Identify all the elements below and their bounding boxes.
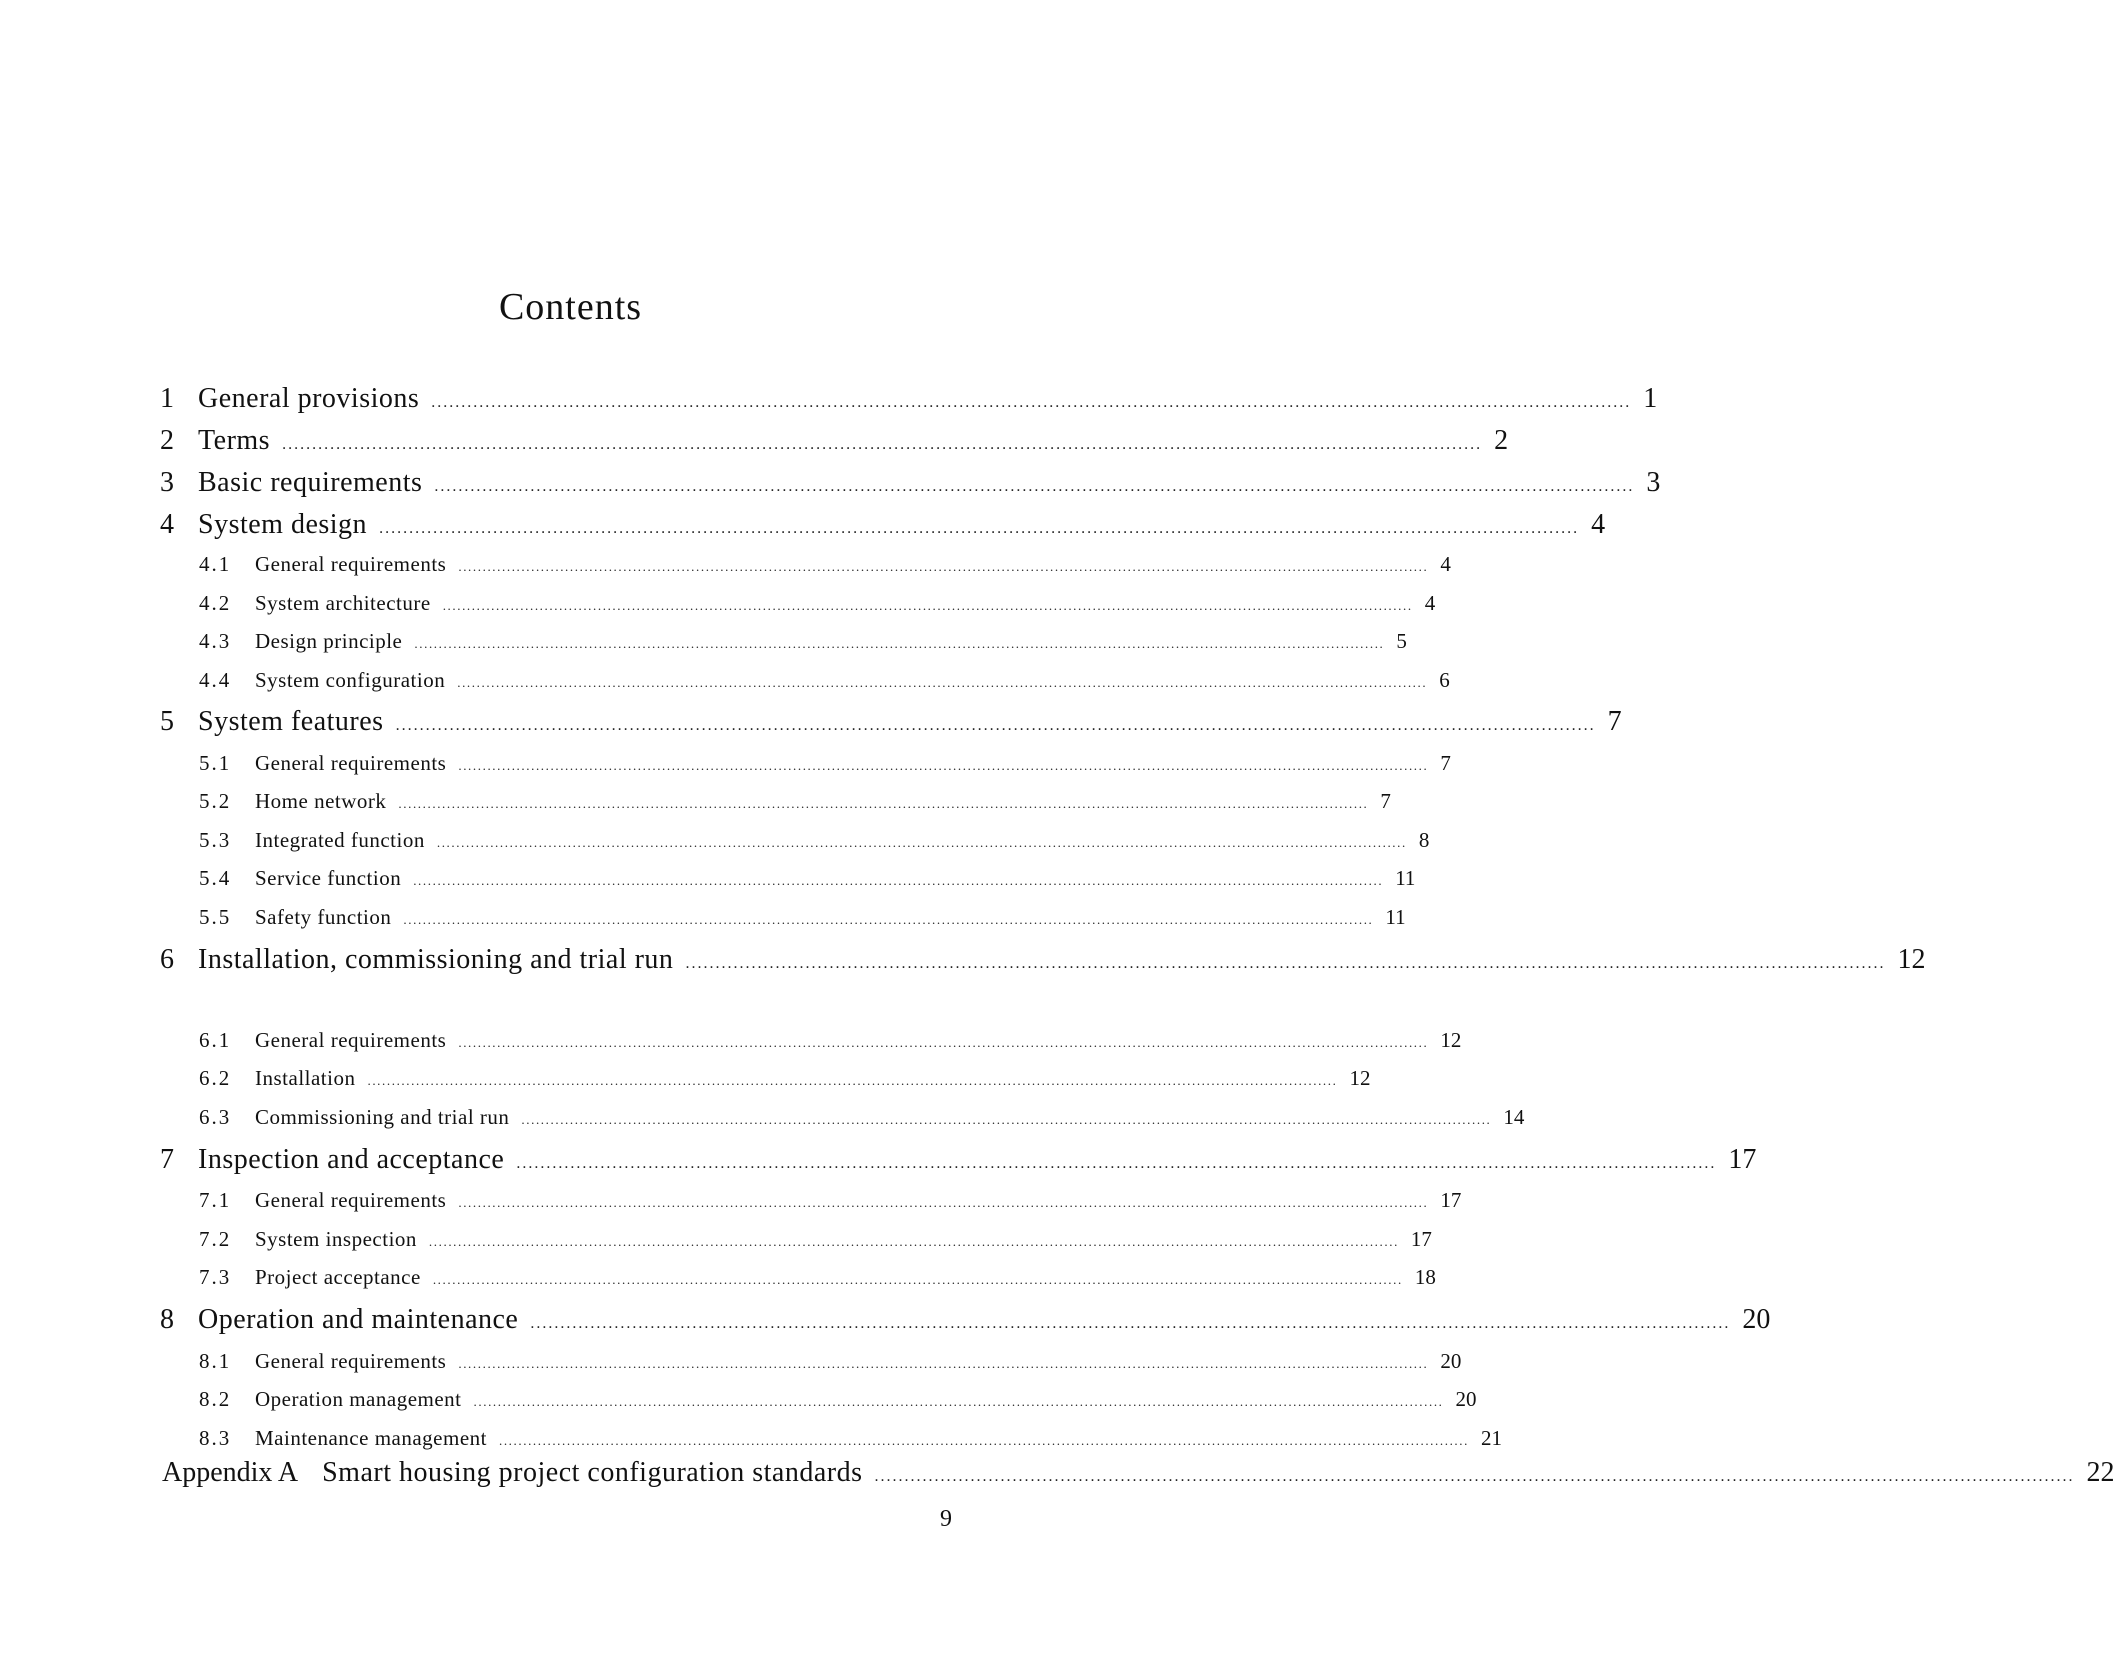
toc-entry-5-5[interactable] xyxy=(199,905,1406,930)
dot-leader: ........................................................................................................................................................................................................ xyxy=(379,520,1580,537)
toc-entry-2[interactable] xyxy=(160,425,1509,457)
toc-entry-4-2[interactable] xyxy=(199,591,1436,616)
toc-entry-6-1[interactable] xyxy=(199,1028,1462,1053)
dot-leader: ........................................................................................................................................................................................................ xyxy=(436,835,1407,850)
toc-entry-label: Maintenance management xyxy=(255,1426,487,1450)
toc-entry-number: 4.1 xyxy=(199,552,232,576)
toc-entry-7-3[interactable] xyxy=(199,1265,1436,1290)
contents-title: Contents xyxy=(498,286,643,328)
toc-entry-label: Terms xyxy=(198,425,271,456)
toc-entry-label: Installation, commissioning and trial run xyxy=(198,944,674,975)
dot-leader: ........................................................................................................................................................................................................ xyxy=(685,955,1886,972)
toc-entry-page: 18 xyxy=(1414,1265,1436,1289)
toc-entry-number: 8.2 xyxy=(199,1387,232,1411)
dot-leader: ........................................................................................................................................................................................................ xyxy=(413,873,1384,888)
toc-entry-page: 21 xyxy=(1480,1426,1502,1450)
dot-leader: ........................................................................................................................................................................................................ xyxy=(442,598,1413,613)
dot-leader: ........................................................................................................................................................................................................ xyxy=(432,1272,1403,1287)
toc-entry-number: 7 xyxy=(160,1144,174,1175)
toc-entry-page: 17 xyxy=(1728,1144,1757,1175)
toc-entry-label: Commissioning and trial run xyxy=(255,1105,510,1129)
toc-entry-label: System configuration xyxy=(255,668,446,692)
toc-entry-number: 8 xyxy=(160,1304,174,1335)
toc-entry-number: 4 xyxy=(160,509,174,540)
toc-entry-label: Service function xyxy=(255,866,402,890)
toc-entry-number: 7.3 xyxy=(199,1265,232,1289)
toc-entry-page: 4 xyxy=(1424,591,1436,615)
toc-entry-number: 1 xyxy=(160,383,174,414)
toc-entry-8-3[interactable] xyxy=(199,1426,1502,1451)
toc-entry-number: 6.3 xyxy=(199,1105,232,1129)
toc-entry-page: 7 xyxy=(1607,706,1622,737)
toc-entry-4-4[interactable] xyxy=(199,668,1450,693)
toc-entry-number: 6.2 xyxy=(199,1066,232,1090)
toc-entry-6-3[interactable] xyxy=(199,1105,1525,1130)
toc-entry-page: 17 xyxy=(1440,1188,1462,1212)
dot-leader: ........................................................................................................................................................................................................ xyxy=(434,478,1635,495)
dot-leader: ........................................................................................................................................................................................................ xyxy=(458,1356,1429,1371)
toc-entry-number: 8.1 xyxy=(199,1349,232,1373)
toc-entry-page: 14 xyxy=(1503,1105,1525,1129)
toc-entry-label: General requirements xyxy=(255,751,447,775)
toc-entry-page: 20 xyxy=(1742,1304,1771,1335)
toc-entry-label: General requirements xyxy=(255,1188,447,1212)
toc-entry-6[interactable] xyxy=(160,944,1926,976)
toc-entry-number: 3 xyxy=(160,467,174,498)
toc-entry-number: 5 xyxy=(160,706,174,737)
toc-entry-page: 7 xyxy=(1380,789,1391,813)
toc-entry-number: 5.1 xyxy=(199,751,232,775)
dot-leader: ........................................................................................................................................................................................................ xyxy=(428,1234,1399,1249)
dot-leader: ........................................................................................................................................................................................................ xyxy=(367,1073,1338,1088)
toc-entry-7-1[interactable] xyxy=(199,1188,1462,1213)
toc-entry-label: Smart housing project configuration standards xyxy=(322,1457,863,1488)
toc-entry-number: 4.4 xyxy=(199,668,232,692)
dot-leader: ........................................................................................................................................................................................................ xyxy=(431,394,1632,411)
toc-entry-page: 3 xyxy=(1646,467,1661,498)
dot-leader: ........................................................................................................................................................................................................ xyxy=(516,1155,1717,1172)
toc-entry-number: 8.3 xyxy=(199,1426,232,1450)
toc-entry-page: 12 xyxy=(1440,1028,1462,1052)
page-number: 9 xyxy=(940,1506,952,1532)
toc-entry-label: Design principle xyxy=(255,629,403,653)
dot-leader: ........................................................................................................................................................................................................ xyxy=(458,559,1429,574)
dot-leader: ........................................................................................................................................................................................................ xyxy=(498,1433,1469,1448)
toc-entry-4-1[interactable] xyxy=(199,552,1451,577)
dot-leader: ........................................................................................................................................................................................................ xyxy=(395,717,1596,734)
toc-entry-number: 6 xyxy=(160,944,174,975)
dot-leader: ........................................................................................................................................................................................................ xyxy=(403,912,1374,927)
toc-entry-8[interactable] xyxy=(160,1304,1771,1336)
toc-entry-6-2[interactable] xyxy=(199,1066,1371,1091)
toc-entry-4[interactable] xyxy=(160,509,1606,541)
toc-entry-label: Basic requirements xyxy=(198,467,423,498)
toc-entry-page: 17 xyxy=(1410,1227,1432,1251)
dot-leader: ........................................................................................................................................................................................................ xyxy=(458,1035,1429,1050)
dot-leader: ........................................................................................................................................................................................................ xyxy=(458,1195,1429,1210)
toc-entry-number: 4.3 xyxy=(199,629,232,653)
toc-entry-label: General requirements xyxy=(255,552,447,576)
toc-entry-page: 20 xyxy=(1440,1349,1462,1373)
toc-entry-5-1[interactable] xyxy=(199,751,1451,776)
toc-entry-page: 22 xyxy=(2086,1457,2115,1488)
dot-leader: ........................................................................................................................................................................................................ xyxy=(874,1468,2075,1485)
dot-leader: ........................................................................................................................................................................................................ xyxy=(282,436,1483,453)
toc-entry-label: Home network xyxy=(255,789,387,813)
toc-entry-page: 11 xyxy=(1385,905,1406,929)
toc-entry-number: 7.2 xyxy=(199,1227,232,1251)
toc-entry-page: 6 xyxy=(1439,668,1450,692)
dot-leader: ........................................................................................................................................................................................................ xyxy=(473,1394,1444,1409)
toc-entry-7-2[interactable] xyxy=(199,1227,1432,1252)
toc-entry-5-3[interactable] xyxy=(199,828,1430,853)
toc-entry-page: 11 xyxy=(1395,866,1416,890)
toc-entry-7[interactable] xyxy=(160,1144,1757,1176)
toc-entry-label: Inspection and acceptance xyxy=(198,1144,505,1175)
toc-entry-label: System features xyxy=(198,706,384,737)
toc-entry-number: 7.1 xyxy=(199,1188,232,1212)
toc-entry-page: 4 xyxy=(1440,552,1451,576)
toc-entry-number: 4.2 xyxy=(199,591,232,615)
toc-entry-number: 5.2 xyxy=(199,789,232,813)
dot-leader: ........................................................................................................................................................................................................ xyxy=(398,796,1369,811)
toc-entry-number: Appendix A xyxy=(162,1457,299,1488)
toc-entry-page: 4 xyxy=(1591,509,1606,540)
dot-leader: ........................................................................................................................................................................................................ xyxy=(414,636,1385,651)
toc-entry-label: Safety function xyxy=(255,905,392,929)
toc-entry-label: Integrated function xyxy=(255,828,425,852)
dot-leader: ........................................................................................................................................................................................................ xyxy=(458,758,1429,773)
toc-entry-label: System design xyxy=(198,509,368,540)
toc-entry-5[interactable] xyxy=(160,706,1622,738)
toc-entry-number: 5.3 xyxy=(199,828,232,852)
dot-leader: ........................................................................................................................................................................................................ xyxy=(530,1315,1731,1332)
toc-entry-label: Project acceptance xyxy=(255,1265,421,1289)
toc-entry-8-2[interactable] xyxy=(199,1387,1477,1412)
toc-entry-3[interactable] xyxy=(160,467,1661,499)
toc-entry-1[interactable] xyxy=(160,383,1658,415)
toc-entry-label: General requirements xyxy=(255,1028,447,1052)
toc-entry-8-1[interactable] xyxy=(199,1349,1462,1374)
toc-entry-label: General provisions xyxy=(198,383,420,414)
toc-entry-number: 6.1 xyxy=(199,1028,232,1052)
toc-entry-5-4[interactable] xyxy=(199,866,1416,891)
toc-entry-label: System inspection xyxy=(255,1227,417,1251)
toc-entry-5-2[interactable] xyxy=(199,789,1391,814)
toc-entry-4-3[interactable] xyxy=(199,629,1407,654)
dot-leader: ........................................................................................................................................................................................................ xyxy=(457,675,1428,690)
toc-entry-page: 8 xyxy=(1418,828,1430,852)
toc-entry-page: 2 xyxy=(1494,425,1509,456)
toc-entry-number: 5.4 xyxy=(199,866,232,890)
toc-entry-number: 5.5 xyxy=(199,905,232,929)
dot-leader: ........................................................................................................................................................................................................ xyxy=(521,1112,1492,1127)
toc-entry-page: 1 xyxy=(1643,383,1658,414)
toc-entry-page: 5 xyxy=(1396,629,1407,653)
toc-entry-number: 2 xyxy=(160,425,174,456)
toc-entry-label: Installation xyxy=(255,1066,356,1090)
toc-entry-page: 12 xyxy=(1349,1066,1371,1090)
toc-entry-page: 7 xyxy=(1440,751,1451,775)
toc-entry-label: Operation management xyxy=(255,1387,462,1411)
toc-entry-label: System architecture xyxy=(255,591,431,615)
toc-entry-page: 12 xyxy=(1897,944,1926,975)
toc-entry-label: Operation and maintenance xyxy=(198,1304,519,1335)
toc-entry-page: 20 xyxy=(1455,1387,1477,1411)
toc-entry-appendix-a[interactable] xyxy=(162,1457,2115,1489)
toc-entry-label: General requirements xyxy=(255,1349,447,1373)
